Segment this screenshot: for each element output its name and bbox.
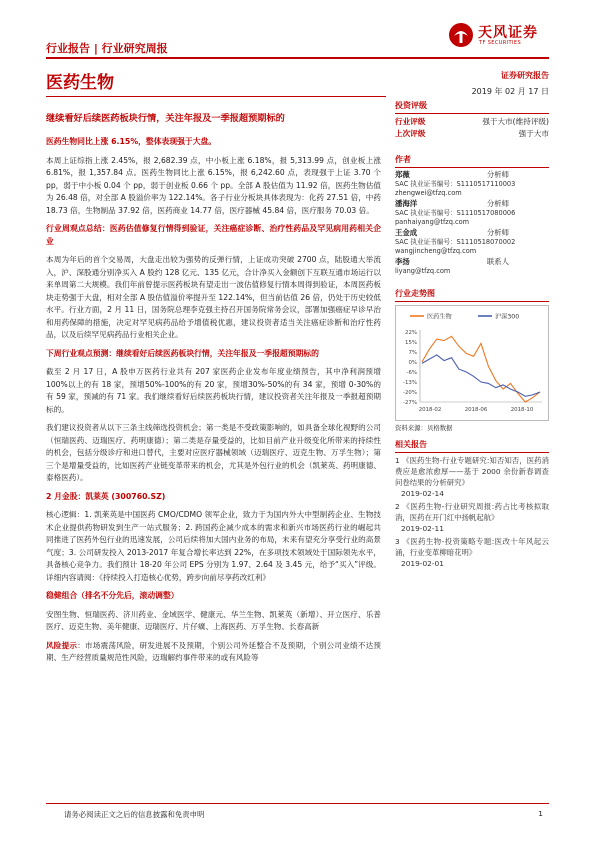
analyst-email[interactable]: liyang@tfzq.com — [395, 267, 451, 275]
analyst-email[interactable]: panhaiyang@tfzq.com — [395, 218, 470, 226]
related-report-date: 2019-02-01 — [401, 559, 444, 568]
logo-text-cn: 天风证券 — [478, 25, 538, 41]
section-paragraph: 我们建议投资者从以下三条主线筛选投资机会；第一类是不受政策影响的，如具备全球化视野的公司（恒瑞医药、迈瑞医疗、药明康德）；第二类是存量受益的，比如目前产业升级变化所带来的持续性的机会，包括分级诊疗和进口替代，主要对应医疗器械领域（迈瑞医疗、迈克生物、万孚生物）；第三个是增量受益的，比如医药产业链变革带来的机会，尤其是外包行业的机会（凯莱英、药明康德、泰格医药）。 — [46, 423, 381, 482]
analysts-title: 作者 — [395, 155, 411, 164]
related-report-link[interactable]: 2 《医药生物-行业研究周报:药占比考核拟取消，医药在开门红中扬帆起航》 — [395, 502, 549, 522]
report-headline: 继续看好后续医药板块行情，关注年报及一季报超预期标的 — [46, 113, 285, 124]
rating-row — [395, 128, 549, 140]
analyst-sac: SAC 执业证书编号：S1110517080006 — [395, 209, 516, 217]
related-report-date: 2019-02-11 — [401, 524, 444, 533]
rating-title: 投资评级 — [395, 101, 427, 110]
y-tick-label: 0% — [408, 360, 417, 366]
sidebar-divider — [395, 452, 549, 453]
analyst-name: 潘海洋 — [395, 199, 418, 208]
rating-value: 强于大市 — [518, 129, 549, 138]
y-tick-label: -6% — [406, 370, 417, 376]
section-heading: 2 月金股：凯莱英 (300760.SZ) — [46, 491, 166, 501]
section-heading: 行业周观点总结：医药估值修复行情得到验证，关注癌症诊断、治疗性药品及罕见病用药相关企业 — [46, 224, 381, 246]
related-report-link[interactable]: 3 《医药生物-投资策略专题:医改十年风起云涌，行业变革柳暗花明》 — [395, 537, 549, 557]
y-tick-label: 7% — [408, 350, 417, 356]
sidebar-divider — [395, 113, 549, 114]
risk-paragraph — [46, 640, 381, 665]
analyst-email[interactable]: zhengwei@tfzq.com — [395, 189, 462, 197]
y-tick-label: 15% — [405, 340, 417, 346]
analyst-name: 李扬 — [395, 257, 410, 266]
series-line — [422, 336, 540, 402]
x-tick-label: 2018-10 — [510, 407, 534, 413]
section-heading: 医药生物同比上涨 6.15%，整体表现强于大盘。 — [46, 137, 217, 146]
section-heading: 下周行业观点预测：继续看好后续医药板块行情，关注年报及一季报超预期标的 — [46, 348, 319, 358]
trend-chart — [395, 305, 549, 421]
sidebar-divider — [395, 167, 549, 168]
analyst-card — [395, 199, 549, 227]
analyst-email[interactable]: wangjincheng@tfzq.com — [395, 247, 477, 255]
section-paragraph: 核心逻辑：1. 凯莱英是中国医药 CMO/CDMO 领军企业，致力于为国内外大中型制药企业、生物技术企业提供药物研发到生产一站式服务；2. 跨国药企减少成本的需求和新兴市场医药行业的崛起共同推进了医药外包行业的迅速发展，公司后续将加大国内业务的布局，未来有望充分享受行业的高景气度；3. 公司研发投入 2013-2017 年复合增长率达到 22%，在多项技术领域处于国际领先水平，具备核心竞争力。我们预计 18-20 年公司 EPS 分别为 1.97、2.64 及 3.45 元，给予“买入”评级。详细内容请阅：《持续投入打造核心优势，跨步向前尽享药改红利》 — [46, 510, 381, 582]
legend-label: 医药生物 — [427, 313, 452, 321]
analyst-sac: SAC 执业证书编号：S1110518070002 — [395, 238, 516, 246]
legend-label: 沪深300 — [495, 313, 520, 321]
analyst-role: 分析师 — [486, 199, 509, 208]
analyst-role: 联系人 — [486, 257, 509, 266]
main-content — [46, 136, 381, 665]
risk-text: ：市场震荡风险，研发进展不及预期，个别公司外延整合不及预期，个别公司业绩不达预期、生产经营质量规范性风险，迈瑞解约事件带来的或有风险等 — [46, 640, 382, 662]
sidebar — [395, 100, 549, 569]
x-tick-label: 2018-02 — [418, 407, 442, 413]
related-report-link[interactable]: 1 《医药生物-行业专题研究:知否知否，医药消费应是愈浓愈厚——基于 2000 余份新春调查问卷结果的分析研究》 — [395, 456, 549, 487]
sidebar-divider — [395, 301, 549, 302]
y-tick-label: -13% — [403, 380, 417, 386]
report-date: 2019 年 02 月 17 日 — [471, 87, 549, 96]
report-type: 证券研究报告 — [501, 71, 549, 80]
analyst-card — [395, 228, 549, 256]
analyst-role: 分析师 — [486, 170, 509, 179]
trend-chart-svg — [396, 306, 548, 420]
rating-key: 上次评级 — [395, 129, 426, 138]
trend-title: 行业走势图 — [395, 289, 435, 298]
section-paragraph: 本周上证综指上涨 2.45%，报 2,682.39 点，中小板上涨 6.18%，报 5,313.99 点，创业板上涨 6.81%，报 1,357.84 点。医药生物同比上涨 6.15%，报 6,242.60 点，表现强于上证 3.70 个 pp，弱于中小板 0.04 个 pp，弱于创业板 0.66 个 pp。全部 A 股估值为 11.92 倍，医药生物估值为 26.48 倍，对全部 A 股溢价率为 122.14%。各子行业分板块具体表现为：化药 27.51 倍，中药 18.73 倍，生物制品 37.92 倍，医药商业 14.77 倍，医疗器械 45.84 倍，医疗服务 70.03 倍。 — [46, 155, 381, 215]
risk-heading: 风险提示 — [46, 640, 78, 650]
rating-key: 行业评级 — [395, 117, 426, 126]
footer-disclaimer: 请务必阅读正文之后的信息披露和免责申明 — [64, 810, 205, 819]
rating-value: 强于大市(维持评级) — [482, 117, 549, 126]
chart-source: 资料来源：贝格数据 — [395, 424, 453, 432]
y-tick-label: -20% — [403, 390, 417, 396]
analyst-sac: SAC 执业证书编号：S1110517110003 — [395, 180, 516, 188]
y-tick-label: 22% — [405, 330, 417, 336]
analyst-role: 分析师 — [486, 228, 509, 237]
logo-text-en: TF SECURITIES — [479, 40, 522, 46]
analyst-card — [395, 170, 549, 198]
section-paragraph: 安图生物、恒瑞医药、济川药业、金域医学、健康元、华兰生物、凯莱英（新增）、开立医疗、乐普医疗、迈克生物、美年健康、迈瑞医疗、片仔癀、上海医药、万孚生物、长春高新 — [46, 609, 381, 631]
logo-mark-icon — [448, 22, 474, 48]
sector-title: 医药生物 — [46, 73, 114, 93]
series-line — [422, 355, 540, 396]
header-divider — [46, 57, 549, 59]
y-tick-label: -27% — [403, 400, 417, 406]
section-paragraph: 截至 2 月 17 日，A 股申万医药行业共有 207 家医药企业发布年度业绩预告，其中净利润预增100%以上的有 18 家，预增50%-100%的有 20 家，预增30%-50%的有 34 家，预增 0-30%的有 59 家，预减的有 71 家。我们继续看好后续医药板块行情，建议投资者关注年报及一季报超预期标的。 — [46, 367, 381, 414]
analyst-name: 郑薇 — [395, 170, 410, 179]
x-tick-label: 2018-06 — [464, 407, 488, 413]
analyst-name: 王金成 — [395, 228, 418, 237]
footer-divider — [46, 803, 549, 804]
title-divider — [46, 96, 386, 97]
related-title: 相关报告 — [395, 440, 427, 449]
section-paragraph: 本周为年后的首个交易周，大盘走出较为强势的反弹行情，上证成功突破 2700 点，陆股通大举流入，沪、深股通分别净买入 A 股约 128 亿元、135 亿元，合计净买入金额创下互联互通市场运行以来单周第二大规模。我们年前曾提示医药板块有望走出一波估值修复行情本周得到验证，本周医药板块走势强于大盘，相对全部 A 股估值溢价率提升至 122.14%，但当前估值 26 倍，仍处于历史较低水平。行业方面，2 月 11 日，国务院总理李克强主持召开国务院常务会议，部署加强癌症早诊早治和用药保障的措施，决定对罕见病药品给予增值税优惠，建议投资者适当关注癌症诊断和治疗性药品，以及后续罕见病药品行业相关企业。 — [46, 255, 381, 339]
report-category: 行业报告 | 行业研究周报 — [46, 42, 168, 55]
rating-row — [395, 116, 549, 128]
analyst-card — [395, 257, 549, 276]
company-logo — [448, 18, 558, 52]
page-number: 1 — [538, 809, 543, 818]
section-heading: 稳健组合（排名不分先后，滚动调整） — [46, 591, 179, 600]
related-report-date: 2019-02-14 — [401, 489, 444, 498]
